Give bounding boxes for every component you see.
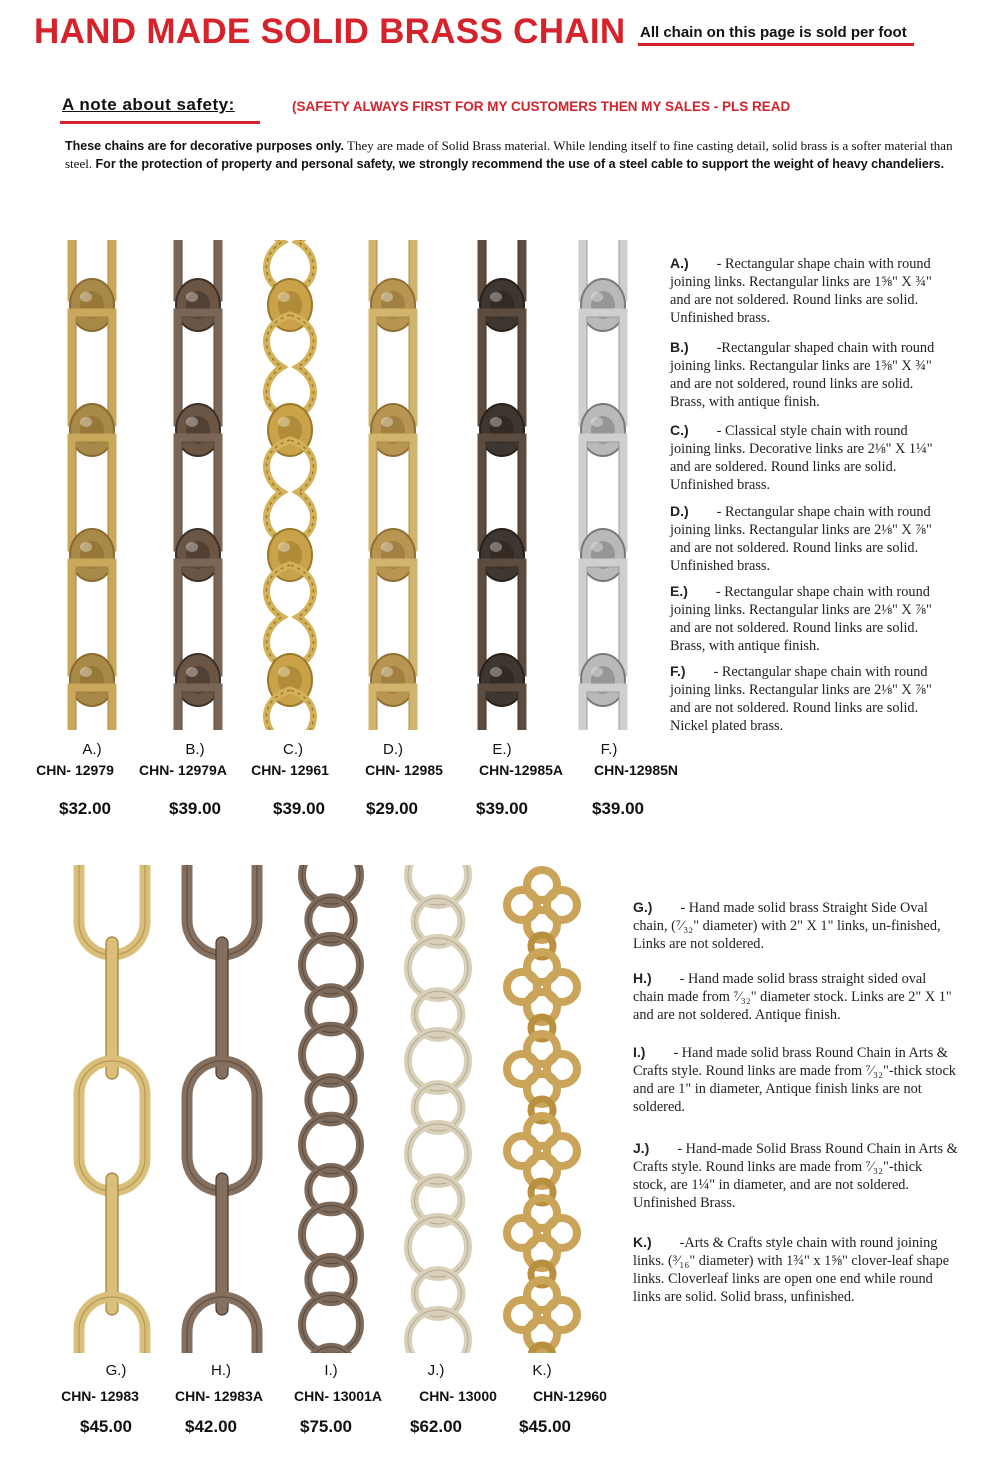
product-price: $29.00 [366,799,418,818]
chain-image-b[interactable] [163,240,233,730]
chain-photo [249,240,331,730]
chain-photo [72,865,152,1353]
description-label: F.) [670,663,686,679]
description-text: - Classical style chain with round joining links. Decorative links are 2⅛" X 1¼" and are soldered. Round links are solid. Unfinished brass. [670,423,933,493]
description-e [670,582,938,655]
description-label: J.) [633,1140,650,1156]
product-letter: I.) [324,1362,338,1379]
chain-image-k[interactable] [500,865,584,1353]
product-sku: CHN- 12979 [36,762,114,778]
description-text: - Rectangular shape chain with round joining links. Rectangular links are 2⅛" X ⅞" and are not soldered. Round links are solid. Unfinished brass. [670,504,932,574]
description-text: -Arts & Crafts style chain with round joining links. (³⁄₁₆" diameter) with 1¾" x 1⅝" clover-leaf shape links. Cloverleaf links are open one end while round links are solid. Solid brass, unfinished. [633,1235,950,1305]
product-sku: CHN- 12961 [251,762,329,778]
description-label: C.) [670,422,689,438]
disclaimer-body: They are made of Solid Brass material. While lending itself to fine casting detail, solid brass is a softer material than steel. [65,138,953,171]
product-sku: CHN- 13000 [419,1388,497,1404]
product-price: $45.00 [80,1417,132,1436]
product-letter: F.) [600,741,618,758]
product-sku: CHN- 12985 [365,762,443,778]
product-price: $75.00 [300,1417,352,1436]
product-sku: CHN-12985N [593,762,679,778]
safety-disclaimer [65,137,955,173]
chain-photo [500,865,584,1353]
chain-image-i[interactable] [296,865,366,1353]
product-letter: C.) [283,741,303,758]
description-label: E.) [670,583,688,599]
red-underline [638,43,914,46]
product-sku: CHN- 12979A [139,762,227,778]
product-price: $39.00 [273,799,325,818]
page-title: HAND MADE SOLID BRASS CHAIN [34,12,626,51]
product-price: $39.00 [169,799,221,818]
description-label: B.) [670,339,689,355]
description-b [670,338,938,411]
description-text: - Rectangular shape chain with round joining links. Rectangular links are 1⅝" X ¾" and are not soldered. Round links are solid. Unfinished brass. [670,256,932,326]
product-sku: CHN-12960 [533,1388,607,1404]
chain-photo [397,865,479,1353]
description-label: D.) [670,503,689,519]
chain-photo [358,240,428,730]
product-letter: A.) [82,741,102,758]
description-j [633,1139,958,1212]
product-letter: H.) [211,1362,231,1379]
chain-photo [163,240,233,730]
chain-photo [467,240,537,730]
chain-photo [180,865,264,1353]
description-label: I.) [633,1044,646,1060]
chain-image-d[interactable] [358,240,428,730]
description-label: G.) [633,899,653,915]
product-price: $39.00 [476,799,528,818]
description-c [670,421,938,494]
product-letter: G.) [105,1362,127,1379]
product-price: $39.00 [592,799,644,818]
product-sku: CHN- 13001A [294,1388,382,1404]
description-h [633,969,958,1024]
red-underline [60,121,260,124]
description-f [670,662,938,735]
description-text: -Rectangular shaped chain with round joining links. Rectangular links are 1⅝" X ¾" and are not soldered, round links are solid. Brass, with antique finish. [670,340,935,410]
chain-image-a[interactable] [57,240,127,730]
product-letter: B.) [185,741,205,758]
product-sku: CHN-12985A [478,762,564,778]
description-text: - Hand made solid brass straight sided oval chain made from ⁷⁄₃₂" diameter stock. Links are 2" X 1" and are not soldered. Antique finish. [633,971,952,1023]
description-label: H.) [633,970,652,986]
product-price: $32.00 [59,799,111,818]
product-sku: CHN- 12983 [61,1388,139,1404]
description-d [670,502,938,575]
chain-image-g[interactable] [72,865,152,1353]
description-text: - Hand-made Solid Brass Round Chain in Arts & Crafts style. Round links are made from ⁷⁄₃₂"-thick stock, are 1¼" in diameter, and are not soldered. Unfinished Brass. [633,1141,958,1211]
description-label: A.) [670,255,689,271]
chain-image-e[interactable] [467,240,537,730]
chain-image-c[interactable] [249,240,331,730]
product-price: $42.00 [185,1417,237,1436]
chain-image-f[interactable] [568,240,638,730]
disclaimer-bold-lead: These chains are for decorative purposes only. [65,139,345,153]
product-price: $62.00 [410,1417,462,1436]
product-sku: CHN- 12983A [175,1388,263,1404]
product-letter: J.) [427,1362,445,1379]
safety-heading: A note about safety: [62,95,235,114]
description-a [670,254,938,327]
chain-image-j[interactable] [397,865,479,1353]
disclaimer-bold-warning: For the protection of property and personal safety, we strongly recommend the use of a steel cable to support the weight of heavy chandeliers. [92,157,945,171]
product-letter: D.) [383,741,403,758]
product-letter: E.) [492,741,512,758]
safety-subheading: (SAFETY ALWAYS FIRST FOR MY CUSTOMERS THEN MY SALES - PLS READ [292,99,791,114]
description-text: - Rectangular shape chain with round joining links. Rectangular links are 2⅛" X ⅞" and are not soldered. Round links are solid. Brass, with antique finish. [670,584,932,654]
description-label: K.) [633,1234,652,1250]
description-i [633,1043,958,1116]
description-text: - Rectangular shape chain with round joining links. Rectangular links are 2⅛" X ⅞" and are not soldered. Round links are solid. Nickel plated brass. [670,664,932,734]
chain-photo [568,240,638,730]
sold-per-foot-note: All chain on this page is sold per foot [640,24,907,41]
description-text: - Hand made solid brass Straight Side Oval chain, (⁷⁄₃₂" diameter) with 2" X 1" links, un-finished, Links are not soldered. [633,900,941,952]
chain-photo [296,865,366,1353]
description-k [633,1233,958,1306]
product-price: $45.00 [519,1417,571,1436]
description-g [633,898,958,953]
chain-photo [57,240,127,730]
chain-image-h[interactable] [180,865,264,1353]
description-text: - Hand made solid brass Round Chain in Arts & Crafts style. Round links are made from ⁷⁄₃₂"-thick stock and are 1" in diameter, Antique finish links are not soldered. [633,1045,956,1115]
product-letter: K.) [532,1362,552,1379]
